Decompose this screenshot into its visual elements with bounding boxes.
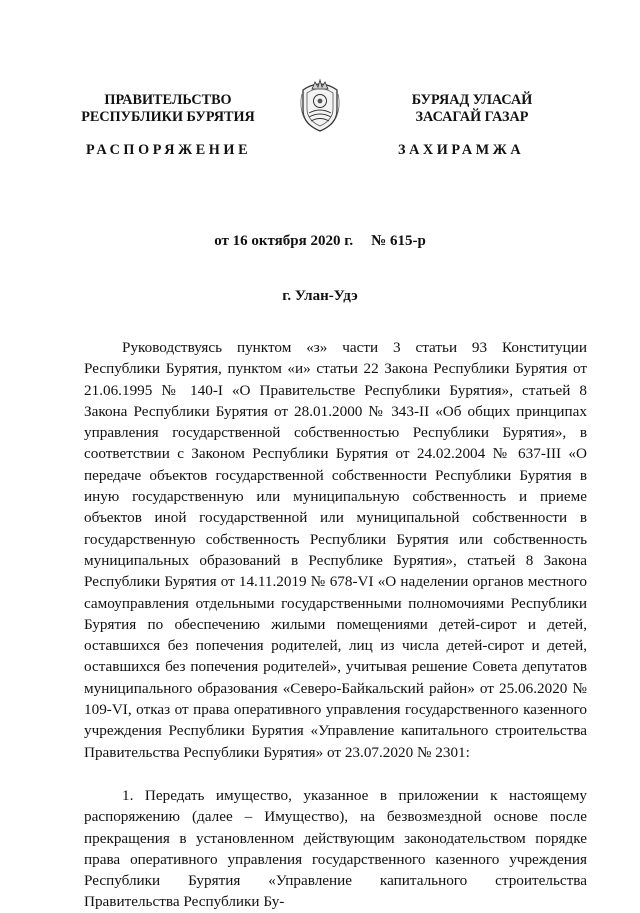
issuer-line-1: ПРАВИТЕЛЬСТВО — [104, 92, 232, 108]
document-kind-buryat: ЗАХИРАМЖА — [398, 142, 525, 158]
preamble-paragraph: Руководствуясь пунктом «з» части 3 статьи 93 Конституции Республики Бурятия, пунктом «и» статьи 22 Закона Республики Бурятия от 21.06.1995 № 140-I «О Правительстве Республики Бурятия», статьей 8 Закона Республики Бурятия от 28.01.2000 № 343-II «Об общих принципах управления государственной собственностью Республики Бурятия», в соответствии с Законом Республики Бурятия от 24.02.2004 № 637-III «О передаче объектов государственной собственности Республики Бурятия в иную государственную или муниципальную собственность и приеме объектов иной государственной или муниципальной собственности в государственную собственность Республики Бурятия или собственность муниципальных образований в Республике Бурятия», статьей 8 Закона Республики Бурятия от 14.11.2019 № 678-VI «О наделении органов местного самоуправления отдельными государственными полномочиями Республики Бурятия по обеспечению жилыми помещениями детей-сирот и детей, оставшихся без попечения родителей, лиц из числа детей-сирот и детей, оставшихся без попечения родителей», учитывая решение Совета депутатов муниципального образования «Северо-Байкальский район» от 25.06.2020 № 109-VI, отказ от права оперативного управления государственного казенного учреждения Республики Бурятия «Управление капитального строительства Правительства Республики Бурятия» от 23.07.2020 № 2301: — [84, 339, 587, 761]
document-body — [84, 337, 587, 913]
date-number-line — [0, 233, 640, 250]
buryatia-coat-of-arms-icon — [298, 76, 342, 134]
issuer-header-buryat — [374, 92, 570, 126]
item-1-paragraph: 1. Передать имущество, указанное в приложении к настоящему распоряжению (далее – Имущество), на безвозмездной основе после прекращения в установленном действующим законодательством порядке права оперативного управления государственного казенного учреждения Республики Бурятия «Управление капитального строительства Правительства Республики Бу- — [84, 786, 587, 911]
document-kind-russian: РАСПОРЯЖЕНИЕ — [86, 142, 252, 158]
document-date: от 16 октября 2020 г. — [214, 233, 354, 249]
issuer-buryat-line-2: ЗАСАГАЙ ГАЗАР — [415, 109, 529, 125]
document-number: № 615-р — [371, 233, 426, 249]
issuer-header-russian — [70, 92, 266, 126]
document-city: г. Улан-Удэ — [282, 288, 358, 304]
issuer-line-2: РЕСПУБЛИКИ БУРЯТИЯ — [81, 109, 255, 125]
issuer-buryat-line-1: БУРЯАД УЛАСАЙ — [411, 92, 533, 108]
